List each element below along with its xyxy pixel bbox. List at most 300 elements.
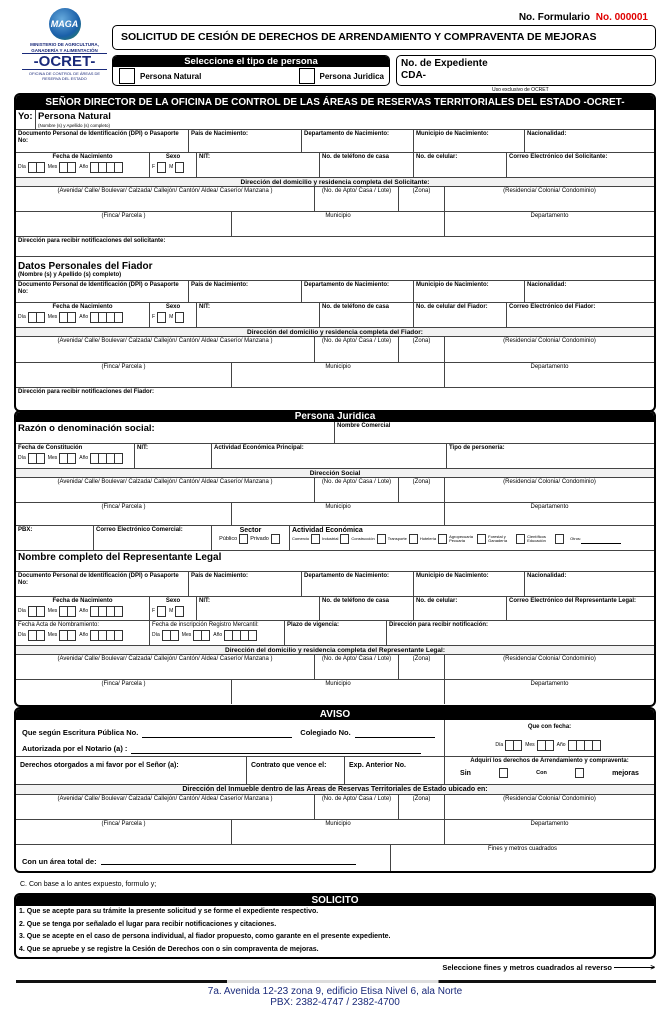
tipo-personeria-label: Tipo de personería:	[449, 445, 505, 451]
form-row	[16, 237, 654, 257]
sector-privado-label: Privado	[250, 535, 269, 542]
fiador-name-field[interactable]	[16, 257, 654, 280]
natural-departamento-label: Departamento	[530, 213, 569, 219]
acta-month-label: Mes	[47, 632, 58, 638]
solicito-item: 4. Que se apruebe y se registre la Cesión de Derechos con o sin compraventa de mejoras.	[19, 945, 319, 953]
fiador-nit[interactable]	[197, 303, 320, 327]
rep-birth-year-boxes[interactable]	[91, 606, 123, 617]
fiador-sexo-m-boxes[interactable]	[176, 312, 184, 323]
fiador-sexo-m-label: M	[169, 314, 174, 320]
fiador-sexo-f	[152, 312, 166, 323]
natural-zona[interactable]	[399, 187, 445, 211]
acta-date-input[interactable]	[18, 630, 147, 641]
acta-year	[79, 630, 123, 641]
plazo-vigencia-label: Plazo de vigencia:	[287, 622, 340, 628]
constitucion-day-digit-box[interactable]	[36, 453, 45, 464]
aviso-section	[14, 707, 656, 873]
rep-nit[interactable]	[197, 597, 320, 620]
fiador-sexo-m-digit-box[interactable]	[175, 312, 184, 323]
sin-mejoras-checkbox[interactable]	[499, 768, 508, 778]
fines-label: Fines y metros cuadrados	[487, 846, 558, 852]
fiador-pais[interactable]	[189, 281, 302, 302]
solicito-header: SOLICITO	[16, 895, 654, 906]
natural-depto-nacimiento[interactable]	[302, 130, 414, 152]
fiador-nacionalidad[interactable]	[525, 281, 654, 302]
juridica-zona[interactable]	[399, 478, 445, 502]
sector-options	[214, 534, 287, 544]
fecha-registro-mercantil[interactable]	[150, 621, 285, 645]
rep-birth-day-boxes[interactable]	[29, 606, 45, 617]
form-row	[16, 153, 654, 178]
contrato-vence-label: Contrato que vence el:	[251, 762, 327, 769]
cda-label: CDA-	[401, 70, 426, 81]
fiador-sexo[interactable]	[150, 303, 197, 327]
actividad-option-label: Hotelería	[419, 535, 437, 541]
natural-correo[interactable]	[507, 153, 654, 177]
razon-social-label: Razón o denominación social:	[18, 423, 155, 434]
fiador-celular[interactable]	[414, 303, 507, 327]
rep-sexo-f-digit-box[interactable]	[157, 606, 166, 617]
natural-celular[interactable]	[414, 153, 507, 177]
registro-year-digit-box[interactable]	[248, 630, 257, 641]
actividad-principal-label: Actividad Económica Principal:	[214, 445, 304, 451]
acta-day-boxes[interactable]	[29, 630, 45, 641]
natural-telefono-label: No. de teléfono de casa	[322, 154, 390, 160]
actividad-option-checkbox[interactable]	[409, 534, 418, 544]
actividad-option-label: Agropecuaria Pecuaria	[449, 533, 473, 543]
fiador-apt[interactable]	[315, 337, 399, 362]
rep-apt[interactable]	[315, 655, 399, 679]
form-row	[16, 257, 654, 281]
rep-celular-label: No. de celular:	[416, 598, 458, 604]
rep-birth-month-label: Mes	[47, 608, 58, 614]
rep-residence[interactable]	[445, 655, 654, 679]
natural-sexo-f-boxes[interactable]	[158, 162, 166, 173]
direccion-social-header	[16, 469, 654, 477]
que-con-fecha-field[interactable]	[445, 720, 654, 756]
persona-natural-title: Persona Natural	[38, 111, 111, 122]
rep-correo[interactable]	[507, 597, 654, 620]
actividad-option-label: Transporte	[387, 535, 407, 541]
solicitante-name-field[interactable]	[36, 110, 654, 129]
rep-pais-label: País de Nacimiento:	[191, 573, 249, 579]
footer-pbx: PBX: 2382-4747 / 2382-4700	[270, 997, 400, 1008]
natural-sexo[interactable]	[150, 153, 197, 177]
footer-address: 7a. Avenida 12-23 zona 9, edificio Etisa Nivel 6, ala Norte	[207, 986, 463, 997]
inmueble-municipio[interactable]	[232, 820, 445, 844]
rep-correo-label: Correo Electrónico del Representante Legal:	[509, 598, 637, 604]
aviso-day-boxes[interactable]	[506, 740, 522, 751]
acta-month-boxes[interactable]	[60, 630, 76, 641]
natural-sexo-m	[169, 162, 184, 173]
notario-input[interactable]	[131, 745, 421, 754]
form-row	[16, 655, 654, 680]
form-row	[16, 621, 654, 646]
natural-birth-day-digit-box[interactable]	[36, 162, 45, 173]
adquiri-label: Adquirí los derechos de Arrendamiento y compraventa:	[470, 758, 629, 764]
rep-depto-nacimiento-label: Departamento de Nacimiento:	[304, 573, 390, 579]
yo-cell[interactable]	[16, 110, 36, 129]
rep-apt-label: (No. de Apto/ Casa / Lote)	[321, 656, 392, 662]
rep-departamento[interactable]	[445, 680, 654, 704]
natural-correo-label: Correo Electrónico del Solicitante:	[509, 154, 608, 160]
aviso-month	[525, 740, 553, 751]
natural-birth-date-input[interactable]	[18, 162, 147, 173]
natural-birth-year-boxes[interactable]	[91, 162, 123, 173]
escritura-label: Que según Escritura Pública No.	[22, 728, 139, 737]
area-total-input[interactable]	[101, 856, 356, 865]
inmueble-departamento[interactable]	[445, 820, 654, 844]
person-type-box	[112, 55, 390, 86]
fiador-telefono[interactable]	[320, 303, 414, 327]
rep-departamento-label: Departamento	[530, 681, 569, 687]
natural-nit-label: NIT:	[199, 154, 210, 160]
tipo-personeria[interactable]	[447, 444, 654, 468]
sector-field[interactable]	[212, 526, 290, 550]
rep-birth-month-boxes[interactable]	[60, 606, 76, 617]
adquiri-field[interactable]	[445, 757, 654, 784]
acta-year-label: Año	[79, 632, 89, 638]
actividad-option-label: Científicos Educación	[527, 533, 546, 543]
fiador-depto-nacimiento[interactable]	[302, 281, 414, 302]
constitucion-year-boxes[interactable]	[91, 453, 123, 464]
escritura-input[interactable]	[142, 729, 292, 738]
fiador-subtitle: (Nombre (s) y Apellido (s) completo)	[18, 272, 122, 278]
natural-sexo-f-digit-box[interactable]	[157, 162, 166, 173]
fiador-residence-label: (Residencia/ Colonia/ Condominio)	[503, 338, 596, 344]
representante-name-field[interactable]	[16, 551, 654, 571]
rep-finca[interactable]	[16, 680, 232, 704]
inmueble-residence[interactable]	[445, 795, 654, 819]
sector-publico-checkbox[interactable]	[239, 534, 248, 544]
natural-zona-label: (Zona)	[412, 188, 431, 194]
aviso-date-input[interactable]	[447, 740, 652, 751]
form-row	[16, 680, 654, 704]
inmueble-municipio-label: Municipio	[325, 821, 351, 827]
aviso-header: AVISO	[16, 709, 654, 720]
escritura-field[interactable]	[16, 720, 445, 756]
constitucion-month	[48, 453, 76, 464]
rep-sexo-label: Sexo	[165, 598, 181, 604]
fiador-sexo-f-digit-box[interactable]	[157, 312, 166, 323]
area-total-field[interactable]	[16, 845, 391, 871]
natural-fecha-nacimiento[interactable]	[16, 153, 150, 177]
rep-depto-nacimiento[interactable]	[302, 572, 414, 596]
form-row	[16, 478, 654, 503]
nombre-comercial[interactable]	[335, 422, 654, 443]
rep-birth-year-label: Año	[79, 608, 89, 614]
juridica-zona-label: (Zona)	[412, 479, 431, 485]
rep-fecha-nacimiento[interactable]	[16, 597, 150, 620]
otros-input[interactable]	[581, 535, 621, 544]
fiador-municipio[interactable]	[232, 363, 445, 387]
rep-municipio[interactable]	[232, 680, 445, 704]
ocret-full-name: OFICINA DE CONTROL DE ÁREAS DE RESERVA DEL ESTADO	[28, 71, 101, 81]
juridica-residence[interactable]	[445, 478, 654, 502]
inmueble-apt-label: (No. de Apto/ Casa / Lote)	[321, 796, 392, 802]
constitucion-month-digit-box[interactable]	[67, 453, 76, 464]
rep-telefono[interactable]	[320, 597, 414, 620]
fiador-muni-nacimiento[interactable]	[414, 281, 525, 302]
actividad-option-checkbox[interactable]	[340, 534, 349, 544]
actividad-option-checkbox[interactable]	[477, 534, 486, 544]
natural-apt-label: (No. de Apto/ Casa / Lote)	[321, 188, 392, 194]
form-row	[16, 303, 654, 328]
constitucion-year-digit-box[interactable]	[114, 453, 123, 464]
fiador-street[interactable]	[16, 337, 315, 362]
natural-residence[interactable]	[445, 187, 654, 211]
registro-month-boxes[interactable]	[194, 630, 210, 641]
aviso-month-boxes[interactable]	[538, 740, 554, 751]
actividad-principal[interactable]	[212, 444, 447, 468]
actividad-option-checkbox[interactable]	[555, 534, 564, 544]
form-row	[16, 187, 654, 212]
fiador-dpi[interactable]	[16, 281, 189, 302]
acta-year-boxes[interactable]	[91, 630, 123, 641]
actividad-option-checkbox[interactable]	[377, 534, 386, 544]
registro-day-boxes[interactable]	[163, 630, 179, 641]
rep-sexo-m-digit-box[interactable]	[175, 606, 184, 617]
intro-text: C. Con base a lo antes expuesto, formulo y;	[20, 881, 157, 888]
fiador-birth-month-boxes[interactable]	[60, 312, 76, 323]
fiador-departamento[interactable]	[445, 363, 654, 387]
natural-nit[interactable]	[197, 153, 320, 177]
expediente-label: No. de Expediente	[401, 58, 488, 69]
natural-telefono[interactable]	[320, 153, 414, 177]
juridica-apt[interactable]	[315, 478, 399, 502]
inmueble-residence-label: (Residencia/ Colonia/ Condominio)	[503, 796, 596, 802]
plazo-vigencia[interactable]	[285, 621, 387, 645]
sector-label: Sector	[239, 527, 262, 534]
fiador-zona[interactable]	[399, 337, 445, 362]
inmueble-street-label: (Avenida/ Calle/ Boulevar/ Calzada/ Callejón/ Cantón/ Aldea/ Caserío/ Manzana )	[57, 796, 273, 802]
registro-day	[152, 630, 179, 641]
aviso-year-digit-box[interactable]	[592, 740, 601, 751]
natural-sexo-m-digit-box[interactable]	[175, 162, 184, 173]
fiador-residence[interactable]	[445, 337, 654, 362]
rep-sexo-m-label: M	[169, 608, 174, 614]
form-number	[519, 12, 648, 23]
nombre-comercial-label: Nombre Comercial	[337, 423, 391, 429]
rep-birth-month-digit-box[interactable]	[67, 606, 76, 617]
natural-street[interactable]	[16, 187, 315, 211]
form-row	[16, 337, 654, 363]
registro-day-label: Día	[152, 632, 160, 638]
natural-muni-nacimiento[interactable]	[414, 130, 525, 152]
persona-juridica-header: Persona Jurídica	[16, 412, 654, 422]
que-con-fecha-label: Que con fecha:	[527, 724, 572, 730]
rep-sexo-m-boxes[interactable]	[176, 606, 184, 617]
fecha-acta-nombramiento[interactable]	[16, 621, 150, 645]
natural-birth-month-boxes[interactable]	[60, 162, 76, 173]
natural-sexo-m-boxes[interactable]	[176, 162, 184, 173]
fiador-birth-day-label: Día	[18, 314, 26, 320]
rep-zona[interactable]	[399, 655, 445, 679]
acta-month-digit-box[interactable]	[67, 630, 76, 641]
constitucion-day-label: Día	[18, 455, 26, 461]
rep-nacionalidad[interactable]	[525, 572, 654, 596]
natural-dir-header	[16, 178, 654, 186]
form-row	[16, 720, 654, 757]
rep-sexo[interactable]	[150, 597, 197, 620]
aviso-day-digit-box[interactable]	[513, 740, 522, 751]
actividad-option-checkbox[interactable]	[311, 534, 320, 544]
rep-residence-label: (Residencia/ Colonia/ Condominio)	[503, 656, 596, 662]
fecha-constitucion[interactable]	[16, 444, 135, 468]
fiador-notificaciones[interactable]	[16, 388, 654, 408]
rep-celular[interactable]	[414, 597, 507, 620]
juridica-municipio[interactable]	[232, 503, 445, 525]
rep-notificacion-label: Dirección para recibir notificación:	[389, 622, 489, 628]
inmueble-street[interactable]	[16, 795, 315, 819]
aviso-month-digit-box[interactable]	[545, 740, 554, 751]
fiador-finca[interactable]	[16, 363, 232, 387]
natural-nacionalidad-label: Nacionalidad:	[527, 131, 567, 137]
acta-month	[48, 630, 76, 641]
actividad-option-checkbox[interactable]	[516, 534, 525, 544]
inmueble-finca[interactable]	[16, 820, 232, 844]
registro-year-boxes[interactable]	[225, 630, 257, 641]
rep-birth-date-input[interactable]	[18, 606, 147, 617]
derechos-otorgados[interactable]	[16, 757, 247, 784]
fiador-birth-day-boxes[interactable]	[29, 312, 45, 323]
form-row	[16, 526, 654, 551]
natural-birth-year-label: Año	[79, 164, 89, 170]
pbx[interactable]	[16, 526, 94, 550]
natural-dir: Dirección del domicilio y residencia completa del Solicitante:	[240, 179, 430, 186]
otros-label: Otros:	[570, 535, 582, 541]
natural-birth-year	[79, 162, 123, 173]
solicito-item: 3. Que se acepte en el caso de persona individual, al fiador propuesto, como garante en el presente expediente.	[19, 933, 391, 940]
fiador-pais-label: País de Nacimiento:	[191, 282, 249, 288]
natural-pais[interactable]	[189, 130, 302, 152]
persona-natural-checkbox[interactable]	[119, 68, 135, 84]
inmueble-zona[interactable]	[399, 795, 445, 819]
actividad-economica-field[interactable]	[290, 526, 654, 550]
natural-finca-label: (Finca/ Parcela )	[101, 213, 146, 219]
fiador-birth-day	[18, 312, 45, 323]
form-number-value: No. 000001	[595, 12, 648, 23]
natural-departamento[interactable]	[445, 212, 654, 236]
persona-natural-subtitle: (Nombre (s) y Apellido (s) completo)	[38, 123, 111, 128]
fiador-sexo-f-boxes[interactable]	[158, 312, 166, 323]
natural-sexo-boxes	[152, 162, 194, 173]
natural-apt[interactable]	[315, 187, 399, 211]
fiador-correo[interactable]	[507, 303, 654, 327]
constitucion-month-boxes[interactable]	[60, 453, 76, 464]
juridica-municipio-label: Municipio	[325, 504, 351, 510]
sector-privado-checkbox[interactable]	[271, 534, 280, 544]
natural-birth-day-boxes[interactable]	[29, 162, 45, 173]
fiador-apt-label: (No. de Apto/ Casa / Lote)	[321, 338, 392, 344]
juridica-departamento[interactable]	[445, 503, 654, 525]
fiador-birth-year-boxes[interactable]	[91, 312, 123, 323]
juridica-finca[interactable]	[16, 503, 232, 525]
form-row	[16, 469, 654, 478]
fiador-birth-date-input[interactable]	[18, 312, 147, 323]
natural-birth-month-digit-box[interactable]	[67, 162, 76, 173]
rep-birth-day-digit-box[interactable]	[36, 606, 45, 617]
aviso-year-boxes[interactable]	[569, 740, 601, 751]
constitucion-day-boxes[interactable]	[29, 453, 45, 464]
rep-pais[interactable]	[189, 572, 302, 596]
persona-juridica-section	[14, 410, 656, 707]
con-mejoras-checkbox[interactable]	[575, 768, 584, 778]
form-row	[16, 444, 654, 469]
fiador-birth-month-digit-box[interactable]	[67, 312, 76, 323]
fiador-dpi-label: Documento Personal de Identificación (DPI) o Pasaporte No:	[18, 282, 179, 295]
registro-month-label: Mes	[181, 632, 192, 638]
constitucion-date-input[interactable]	[18, 453, 132, 464]
inmueble-apt[interactable]	[315, 795, 399, 819]
fiador-nacionalidad-label: Nacionalidad:	[527, 282, 567, 288]
natural-celular-label: No. de celular:	[416, 154, 458, 160]
natural-birth-day-label: Día	[18, 164, 26, 170]
correo-comercial[interactable]	[94, 526, 212, 550]
rep-muni-nacimiento-label: Municipio de Nacimiento:	[416, 573, 489, 579]
colegiado-input[interactable]	[355, 729, 435, 738]
rep-dpi[interactable]	[16, 572, 189, 596]
fiador-telefono-label: No. de teléfono de casa	[322, 304, 390, 310]
form-row	[16, 110, 654, 130]
fiador-birth-day-digit-box[interactable]	[36, 312, 45, 323]
natural-birth-year-digit-box[interactable]	[114, 162, 123, 173]
actividad-option-checkbox[interactable]	[438, 534, 447, 544]
contrato-vence[interactable]	[247, 757, 345, 784]
actividad-option-label: Industrial	[322, 535, 339, 541]
rep-birth-year-digit-box[interactable]	[114, 606, 123, 617]
rep-sexo-boxes	[152, 606, 194, 617]
fiador-fecha-nacimiento[interactable]	[16, 303, 150, 327]
juridica-street[interactable]	[16, 478, 315, 502]
rep-dir: Dirección del domicilio y residencia completa del Representante Legal:	[225, 647, 445, 654]
rep-notificacion[interactable]	[387, 621, 654, 645]
acta-day-digit-box[interactable]	[36, 630, 45, 641]
fiador-nit-label: NIT:	[199, 304, 210, 310]
actividad-option-label: Forestal y Ganadería	[488, 533, 508, 543]
natural-finca[interactable]	[16, 212, 232, 236]
fiador-depto-nacimiento-label: Departamento de Nacimiento:	[304, 282, 390, 288]
constitucion-year-label: Año	[79, 455, 89, 461]
director-header: SEÑOR DIRECTOR DE LA OFICINA DE CONTROL DE LAS ÁREAS DE RESERVAS TERRITORIALES DEL ESTADO -OCRET-	[16, 95, 654, 110]
registro-month-digit-box[interactable]	[201, 630, 210, 641]
fines-metros-field[interactable]	[391, 845, 654, 871]
rep-telefono-label: No. de teléfono de casa	[322, 598, 390, 604]
registro-date-input[interactable]	[152, 630, 282, 641]
natural-notificaciones[interactable]	[16, 237, 654, 256]
razon-social-field[interactable]	[16, 422, 335, 443]
fiador-birth-year	[79, 312, 123, 323]
direccion-social: Dirección Social	[309, 470, 361, 477]
persona-juridica-checkbox[interactable]	[299, 68, 315, 84]
rep-sexo-f	[152, 606, 166, 617]
fiador-birth-year-digit-box[interactable]	[114, 312, 123, 323]
registro-day-digit-box[interactable]	[170, 630, 179, 641]
form-row	[16, 845, 654, 871]
rep-sexo-f-boxes[interactable]	[158, 606, 166, 617]
natural-nacionalidad[interactable]	[525, 130, 654, 152]
form-row	[16, 388, 654, 408]
rep-street[interactable]	[16, 655, 315, 679]
natural-dpi[interactable]	[16, 130, 189, 152]
fiador-fecha-label: Fecha de Nacimiento	[52, 304, 113, 310]
exp-anterior[interactable]	[345, 757, 445, 784]
acta-year-digit-box[interactable]	[114, 630, 123, 641]
form-row	[16, 212, 654, 237]
natural-municipio[interactable]	[232, 212, 445, 236]
juridica-nit[interactable]	[135, 444, 212, 468]
rep-muni-nacimiento[interactable]	[414, 572, 525, 596]
